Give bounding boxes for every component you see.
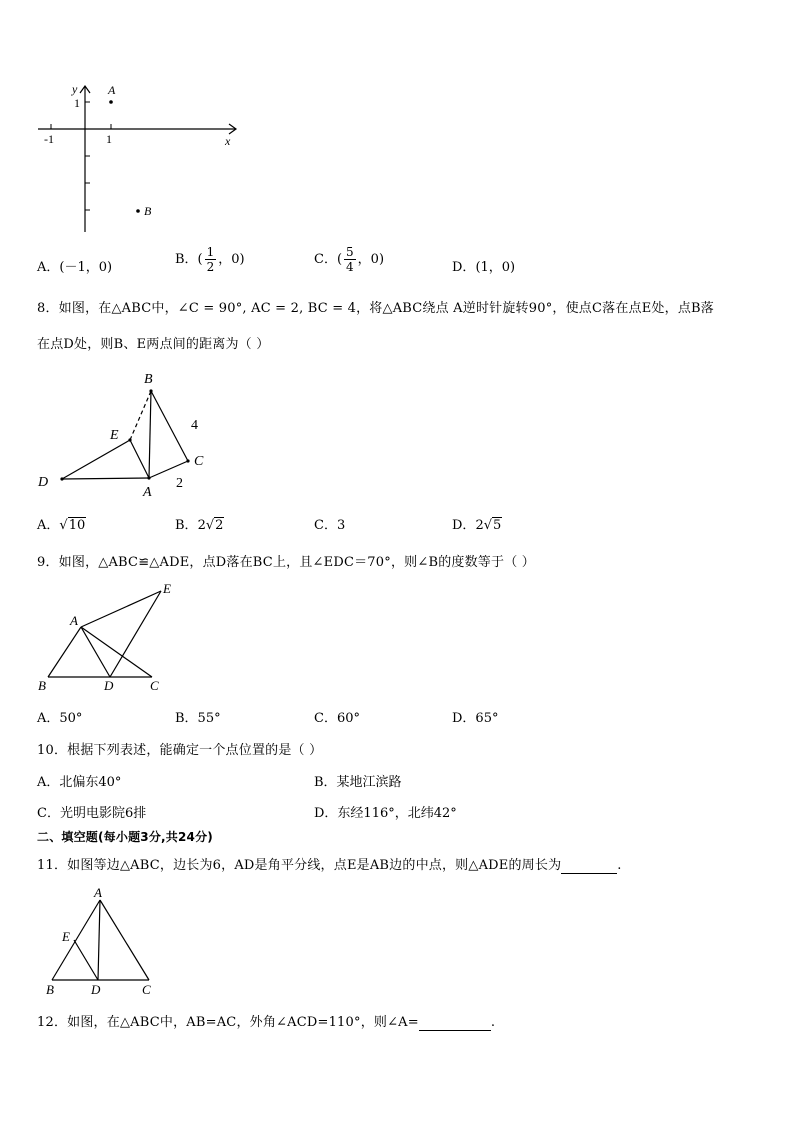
q11-figure xyxy=(40,884,165,999)
q10-option-b[interactable]: B．某地江滨路 xyxy=(314,775,402,790)
q8-option-a-label: A． xyxy=(37,518,60,533)
q8-option-b-label: B． xyxy=(175,518,198,533)
q12-answer-blank[interactable] xyxy=(419,1015,491,1031)
q7-option-c-numerator: 5 xyxy=(346,245,354,259)
q7-option-b-denominator: 2 xyxy=(206,260,215,274)
q11-answer-blank[interactable] xyxy=(561,858,617,874)
q10-stem: 10．根据下列表述，能确定一个点位置的是（ ） xyxy=(37,743,323,758)
q11-stem-text: 11．如图等边△ABC，边长为6，AD是角平分线，点E是AB边的中点，则△ADE的周长为 xyxy=(37,858,562,873)
q8-option-c-value: 3 xyxy=(336,518,346,533)
q8-option-d-radicand: 5 xyxy=(493,518,502,533)
q11-label-b: B xyxy=(46,982,54,997)
q7-option-c[interactable] xyxy=(314,245,384,274)
q9-option-a[interactable]: A．50° xyxy=(37,711,83,726)
q8-stem-line1: 8．如图，在△ABC中，∠C = 90°, AC = 2, BC = 4，将△ABC绕点 A逆时针旋转90°，使点C落在点E处，点B落 xyxy=(37,301,714,316)
y-axis-label: y xyxy=(72,82,78,96)
q8-figure xyxy=(30,365,220,503)
q11-label-d: D xyxy=(91,982,101,997)
q8-label-c: C xyxy=(194,454,204,469)
q9-option-b[interactable]: B．55° xyxy=(175,711,221,726)
q9-label-d: D xyxy=(104,678,114,693)
point-a-label: A xyxy=(108,83,116,97)
q10-option-d[interactable]: D．东经116°，北纬42° xyxy=(314,806,457,821)
q10-option-c[interactable]: C．光明电影院6排 xyxy=(37,806,147,821)
x-tick-minus1: -1 xyxy=(44,132,54,146)
q11-label-c: C xyxy=(142,982,151,997)
q9-label-b: B xyxy=(38,678,46,693)
q7-option-b-numerator: 1 xyxy=(206,245,215,259)
q9-label-a: A xyxy=(70,613,78,628)
q7-option-a-value: －1，0 xyxy=(64,260,108,275)
q7-option-d[interactable] xyxy=(452,256,515,275)
q7-option-b-prefix: B．( xyxy=(175,252,203,267)
q11-label-e: E xyxy=(62,929,70,944)
q9-option-c[interactable]: C．60° xyxy=(314,711,360,726)
q9-label-c: C xyxy=(150,678,159,693)
q8-option-d[interactable]: D．2√5 xyxy=(452,518,502,533)
point-b-label: B xyxy=(144,204,152,218)
q9-figure xyxy=(30,578,190,696)
coordinate-figure xyxy=(30,80,250,240)
q8-label-b: B xyxy=(144,372,153,387)
x-tick-1: 1 xyxy=(106,132,112,146)
q12-stem-text: 12．如图，在△ABC中，AB=AC，外角∠ACD=110°，则∠A= xyxy=(37,1015,419,1030)
q11-stem-end: . xyxy=(617,858,622,873)
q7-option-b[interactable] xyxy=(175,245,245,274)
section-heading: 二、填空题(每小题3分,共24分) xyxy=(37,830,213,844)
q7-option-d-prefix: D． xyxy=(452,260,476,275)
q8-option-b[interactable]: B．2√2 xyxy=(175,518,224,533)
q7-option-c-prefix: C．( xyxy=(314,252,343,267)
q8-stem-line2: 在点D处，则B、E两点间的距离为（ ） xyxy=(37,337,270,352)
q11-stem xyxy=(37,854,622,874)
q9-label-e: E xyxy=(163,581,171,596)
q7-option-a-suffix: ) xyxy=(107,260,113,275)
q8-option-b-coef: 2 xyxy=(197,518,206,533)
q8-option-a[interactable]: A．√10 xyxy=(37,518,86,533)
q12-stem xyxy=(37,1011,495,1031)
x-axis-label: x xyxy=(225,134,231,148)
q8-label-a: A xyxy=(143,485,152,500)
q7-option-d-value: (1，0) xyxy=(475,260,516,275)
q7-option-b-rest: ，0) xyxy=(218,252,245,267)
q11-label-a: A xyxy=(94,885,102,900)
q8-option-c[interactable] xyxy=(314,514,345,533)
q8-side-2: 2 xyxy=(176,476,183,491)
q8-option-d-coef: 2 xyxy=(475,518,484,533)
q7-option-a-prefix: A．( xyxy=(37,260,65,275)
q9-stem: 9．如图，△ABC≌△ADE，点D落在BC上，且∠EDC＝70°，则∠B的度数等于（ ） xyxy=(37,555,535,570)
q8-option-d-label: D． xyxy=(452,518,476,533)
q7-option-c-denominator: 4 xyxy=(346,260,354,274)
q8-option-c-label: C． xyxy=(314,518,337,533)
q8-label-d: D xyxy=(38,475,49,490)
y-tick-1: 1 xyxy=(74,96,80,110)
q7-option-a[interactable] xyxy=(37,256,112,275)
q12-stem-end: . xyxy=(490,1015,496,1030)
q8-option-a-radicand: 10 xyxy=(68,518,86,533)
q8-option-b-radicand: 2 xyxy=(215,518,224,533)
q10-option-a[interactable]: A．北偏东40° xyxy=(37,775,122,790)
q8-side-4: 4 xyxy=(191,418,198,433)
q9-option-d[interactable]: D．65° xyxy=(452,711,499,726)
q7-option-c-rest: ，0) xyxy=(357,252,385,267)
q8-label-e: E xyxy=(110,428,119,443)
